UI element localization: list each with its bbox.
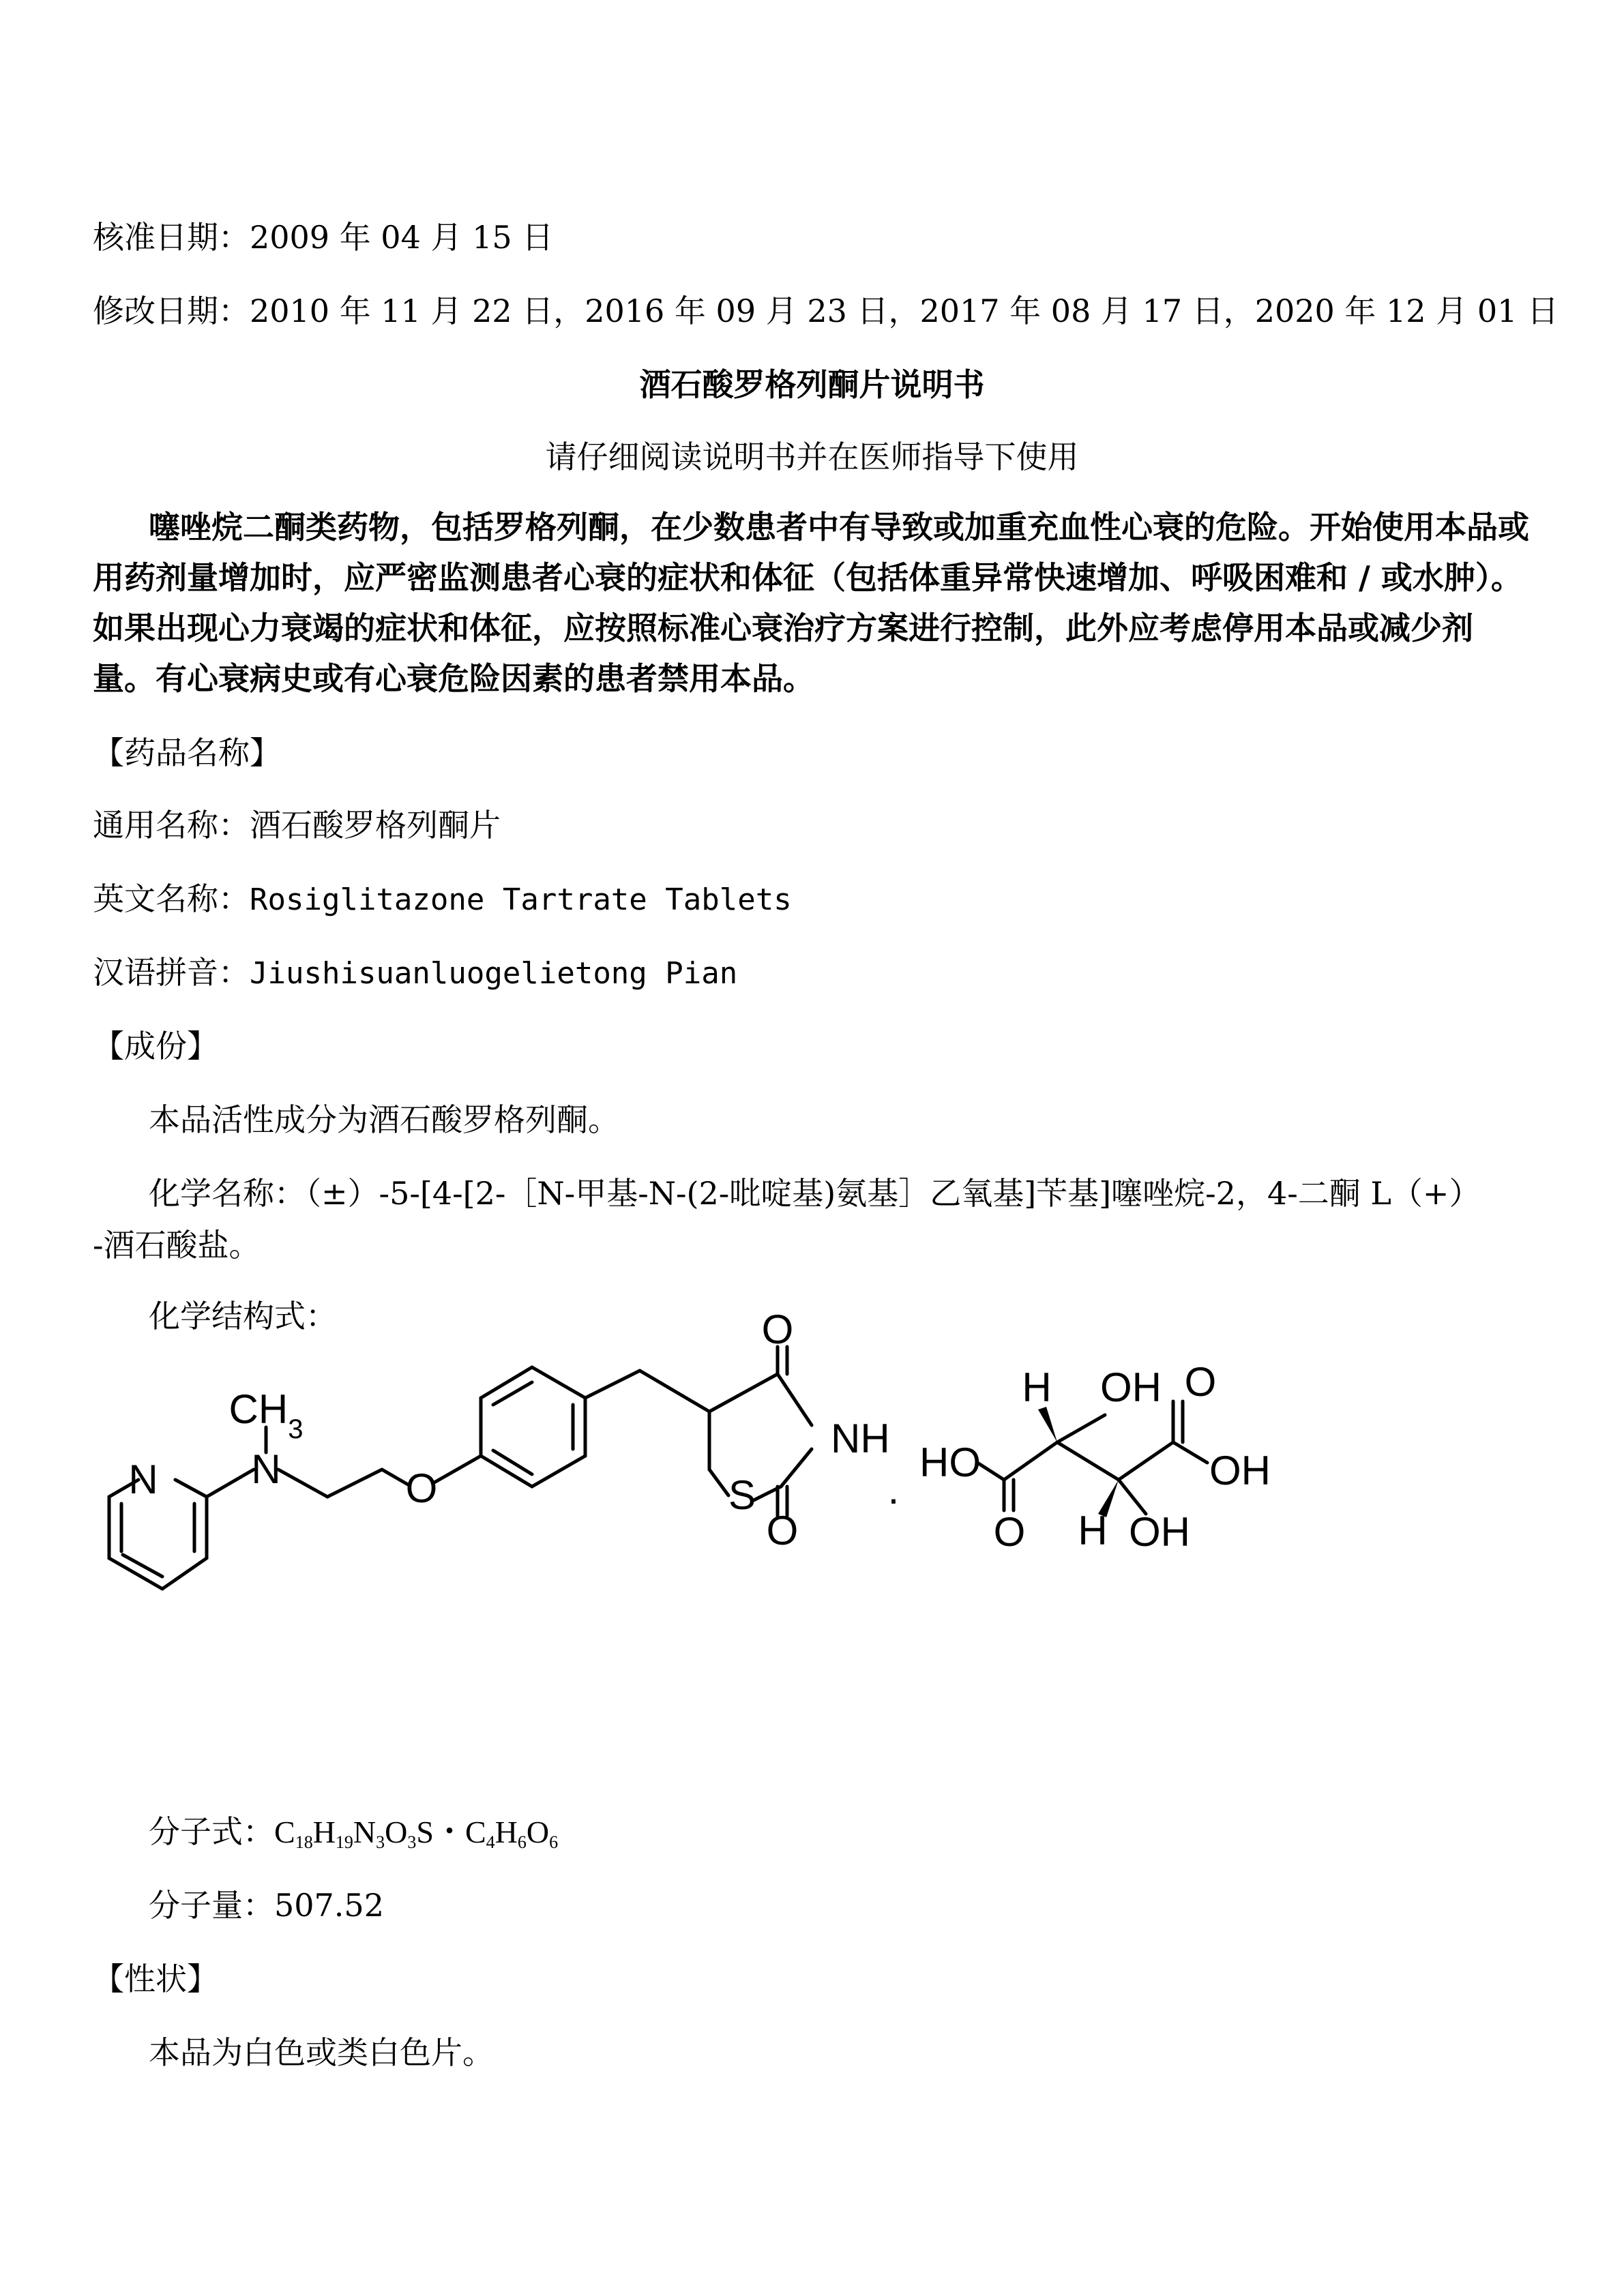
tartrate-h-top-label: H — [1022, 1365, 1052, 1410]
ring-sulfur-label: S — [728, 1472, 756, 1518]
english-name-value: Rosiglitazone Tartrate Tablets — [250, 882, 792, 917]
english-name-label: 英文名称： — [93, 880, 250, 917]
molecular-weight-value: 507.52 — [274, 1887, 384, 1924]
amine-nitrogen-label: N — [251, 1446, 281, 1492]
tartrate-oh-top-label: OH — [1100, 1365, 1162, 1410]
section-heading-composition: 【成份】 — [93, 1028, 218, 1064]
chemical-name-line2: -酒石酸盐。 — [93, 1227, 261, 1264]
molecular-weight-label: 分子量： — [149, 1887, 274, 1924]
boxed-warning — [93, 502, 1532, 704]
tartrate-h-bottom-label: H — [1078, 1508, 1108, 1553]
warning-text: 噻唑烷二酮类药物，包括罗格列酮，在少数患者中有导致或加重充血性心衰的危险。开始使用本品或用药剂量增加时，应严密监测患者心衰的症状和体征（包括体重异常快速增加、呼吸困难和 / 或水肿）。如果出现心力衰竭的症状和体征，应按照标准心衰治疗方案进行控制，此外应考虑停用本品或减少剂量。有心衰病史或有心衰危险因素的患者禁用本品。 — [93, 509, 1529, 697]
methyl-label: $CH_3$ — [228, 1386, 304, 1444]
approval-date: 核准日期：2009 年 04 月 15 日 — [93, 219, 554, 256]
active-ingredient: 本品活性成分为酒石酸罗格列酮。 — [149, 1101, 619, 1138]
molecular-weight-row — [149, 1885, 384, 1926]
generic-name-row — [93, 805, 501, 846]
molecular-formula-label: 分子式： — [149, 1813, 274, 1850]
section-heading-description: 【性状】 — [93, 1960, 218, 1997]
document-subtitle: 请仔细阅读说明书并在医师指导下使用 — [545, 438, 1079, 475]
english-name-row — [93, 878, 792, 921]
molecular-formula-row — [149, 1811, 558, 1853]
description-text: 本品为白色或类白色片。 — [149, 2034, 494, 2071]
generic-name-value: 酒石酸罗格列酮片 — [250, 807, 501, 844]
tartrate-o-bottom-label: O — [993, 1509, 1026, 1555]
tartrate-oh-right-label: OH — [1209, 1448, 1271, 1493]
tartrate-o-top-label: O — [1184, 1359, 1217, 1405]
pinyin-name-row — [93, 952, 737, 994]
salt-dot: . — [887, 1467, 900, 1512]
ether-oxygen-label: O — [405, 1465, 438, 1511]
chemical-name-line1: 化学名称：（±）-5-[4-[2-［N-甲基-N-(2-吡啶基)氨基］乙氧基]苄基]噻唑烷-2，4-二酮 L（+） — [149, 1175, 1481, 1212]
pinyin-name-label: 汉语拼音： — [93, 954, 250, 991]
carbonyl-oxygen-top-label: O — [761, 1307, 794, 1352]
tartrate-ho-left-label: HO — [919, 1440, 981, 1485]
pyridine-nitrogen-label: N — [128, 1457, 158, 1502]
molecular-formula-value: $C_{18}H_{19}N_3O_3S$・$C_4H_6O_6$ — [274, 1815, 559, 1852]
wedge-bonds — [1038, 1407, 1119, 1517]
carbonyl-oxygen-bottom-label: O — [766, 1508, 799, 1553]
structure-label: 化学结构式： — [149, 1298, 337, 1335]
revision-dates: 修改日期：2010 年 11 月 22 日，2016 年 09 月 23 日，2017 年 08 月 17 日，2020 年 12 月 01 日 — [93, 293, 1559, 329]
section-heading-drug-name: 【药品名称】 — [93, 734, 281, 771]
ring-nh-label: NH — [831, 1416, 890, 1461]
generic-name-label: 通用名称： — [93, 807, 250, 844]
pinyin-name-value: Jiushisuanluogelietong Pian — [250, 956, 738, 991]
tartrate-oh-bottom-label: OH — [1129, 1509, 1190, 1555]
document-title: 酒石酸罗格列酮片说明书 — [639, 366, 985, 403]
atom-labels — [128, 1307, 1271, 1555]
